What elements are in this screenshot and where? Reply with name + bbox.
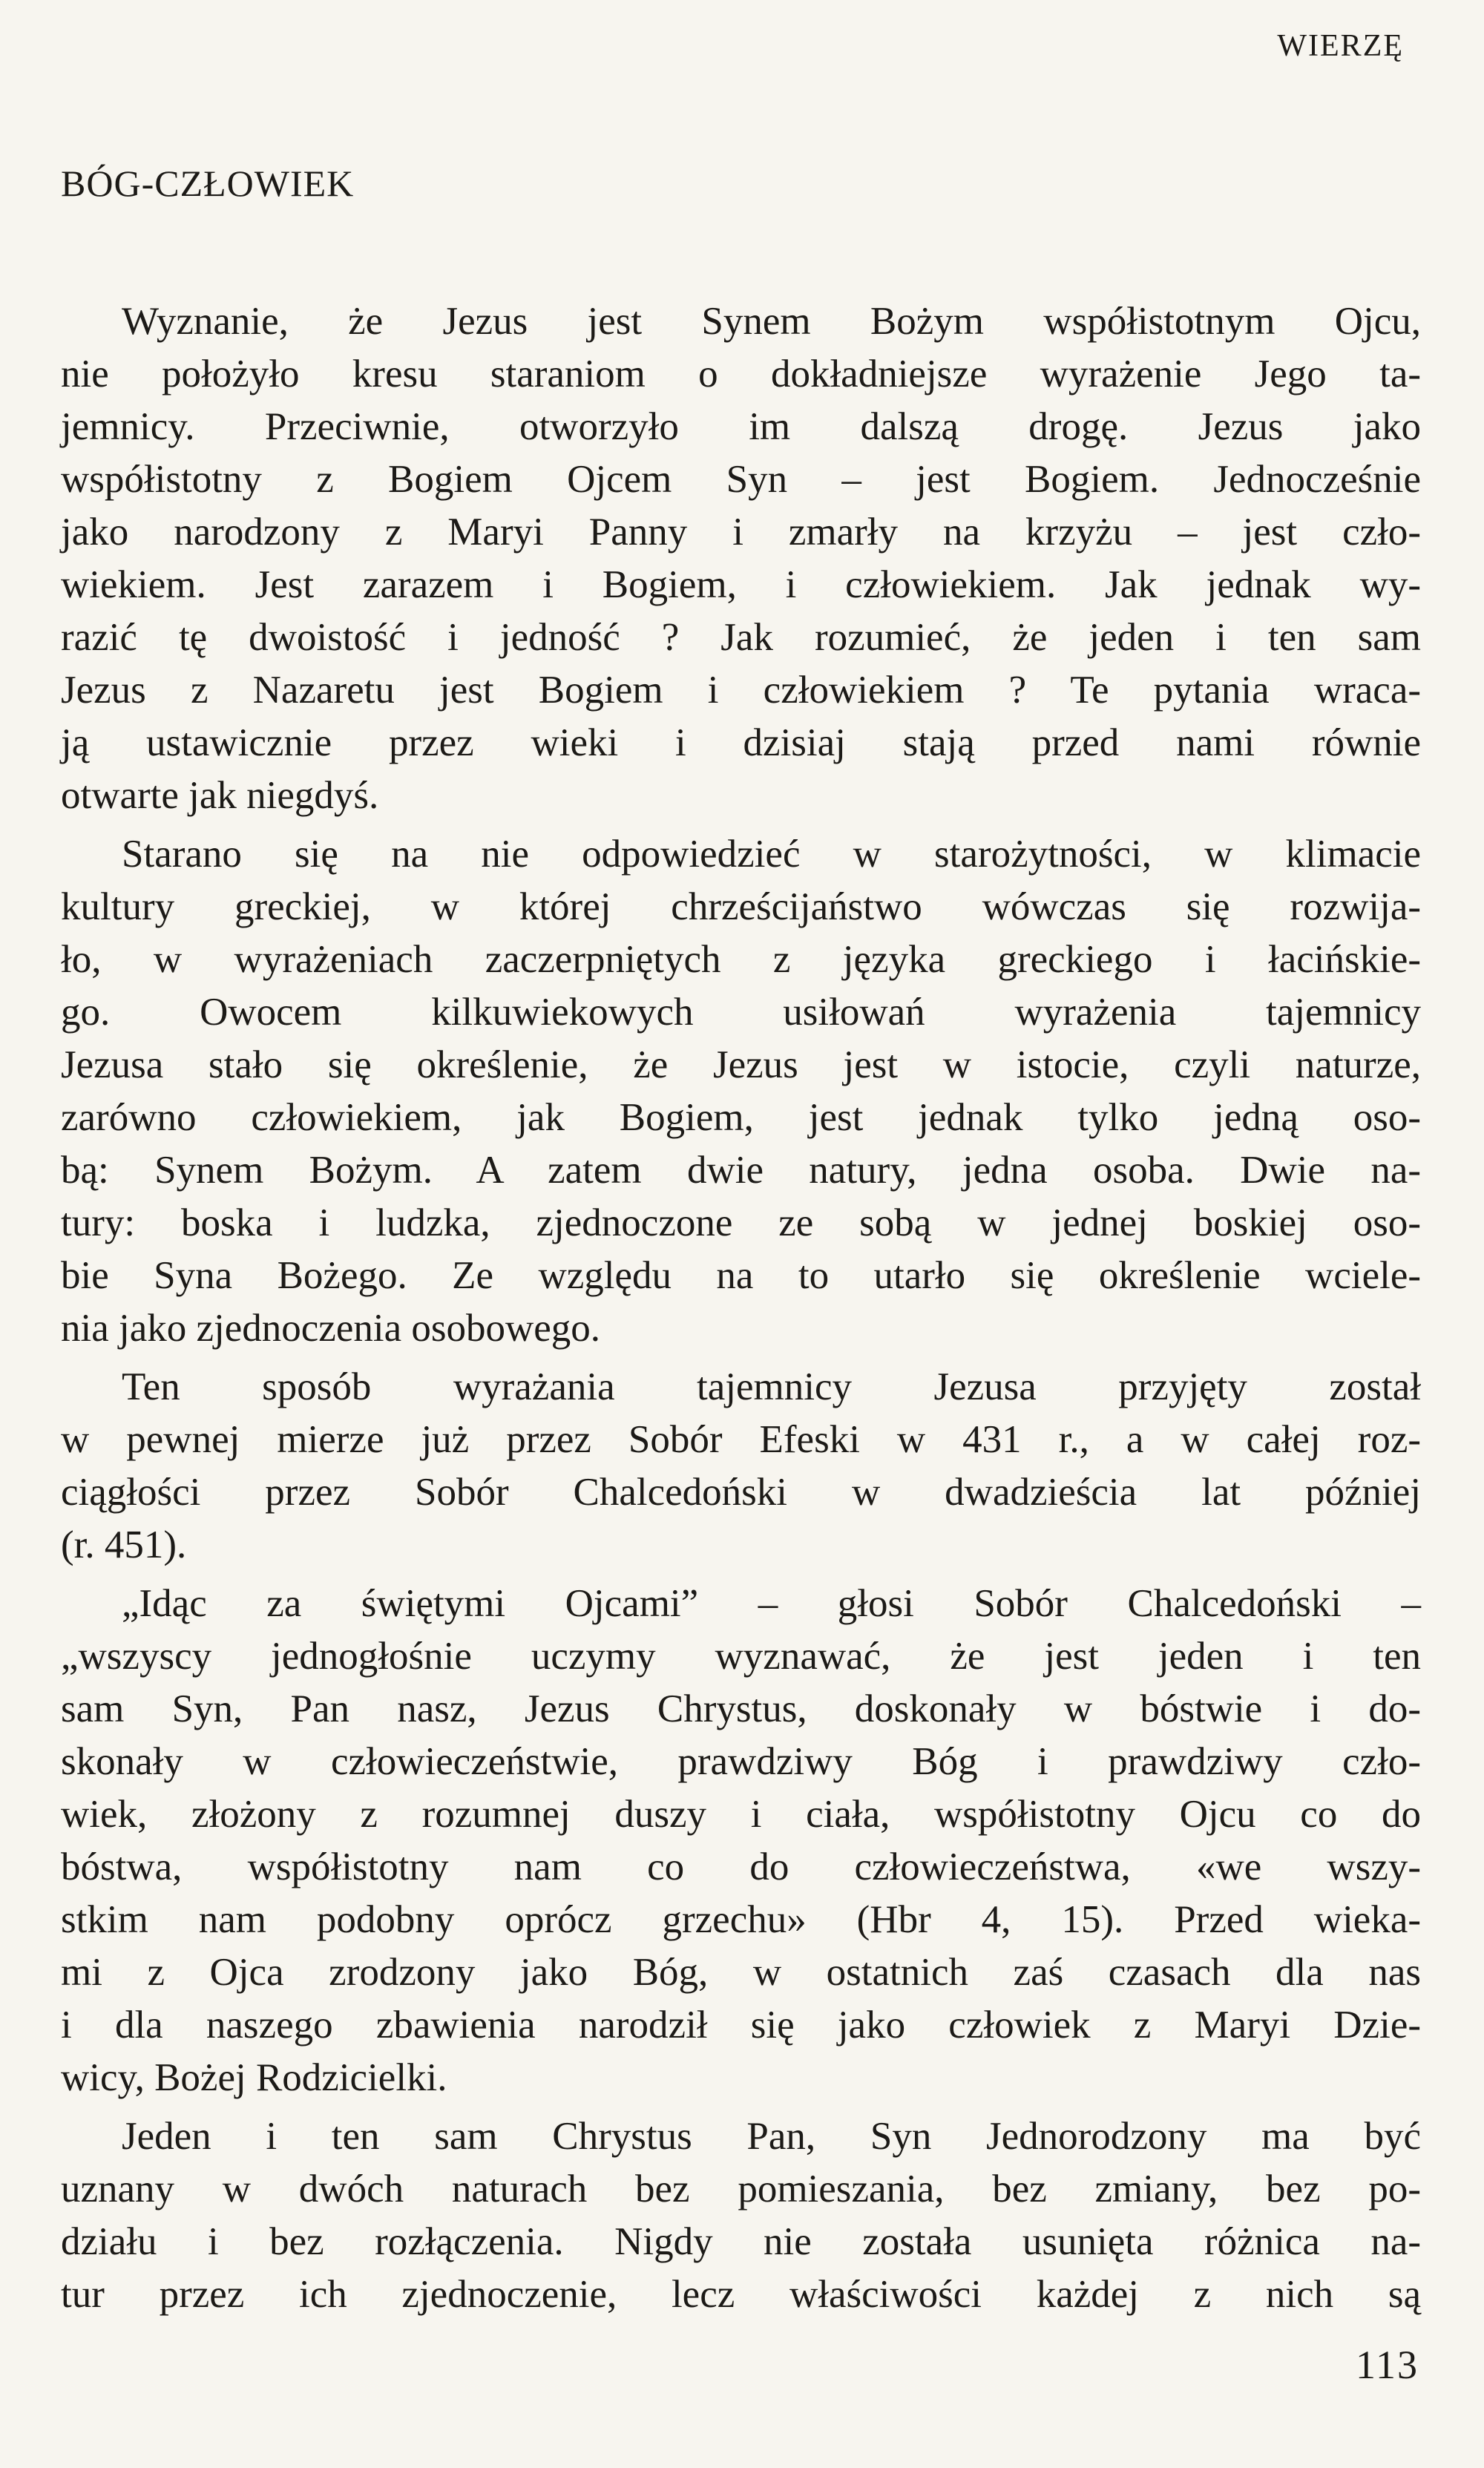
text-line: bą: Synem Bożym. A zatem dwie natury, jedna osoba. Dwie na- bbox=[61, 1149, 1421, 1192]
text-line: w pewnej mierze już przez Sobór Efeski w 431 r., a w całej roz- bbox=[61, 1418, 1421, 1461]
text-line: Wyznanie, że Jezus jest Synem Bożym współistotnym Ojcu, bbox=[122, 300, 1421, 343]
text-line: skonały w człowieczeństwie, prawdziwy Bóg i prawdziwy czło- bbox=[61, 1740, 1421, 1783]
text-line: mi z Ojca zrodzony jako Bóg, w ostatnich zaś czasach dla nas bbox=[61, 1951, 1421, 1994]
text-line: tur przez ich zjednoczenie, lecz właściwości każdej z nich są bbox=[61, 2273, 1421, 2316]
text-line: kultury greckiej, w której chrześcijaństwo wówczas się rozwija- bbox=[61, 885, 1421, 928]
page-number: 113 bbox=[1356, 2343, 1419, 2387]
paragraph bbox=[61, 2110, 1421, 2321]
text-line: Jezusa stało się określenie, że Jezus jest w istocie, czyli naturze, bbox=[61, 1043, 1421, 1086]
text-line: ciągłości przez Sobór Chalcedoński w dwadzieścia lat później bbox=[61, 1471, 1421, 1514]
text-line: „Idąc za świętymi Ojcami” – głosi Sobór Chalcedoński – bbox=[122, 1582, 1421, 1625]
text-line: Jeden i ten sam Chrystus Pan, Syn Jednorodzony ma być bbox=[122, 2115, 1421, 2158]
text-line: wiekiem. Jest zarazem i Bogiem, i człowiekiem. Jak jednak wy- bbox=[61, 563, 1421, 606]
text-line: Starano się na nie odpowiedzieć w starożytności, w klimacie bbox=[122, 833, 1421, 876]
text-line: ją ustawicznie przez wieki i dzisiaj stają przed nami równie bbox=[61, 721, 1421, 764]
text-line: sam Syn, Pan nasz, Jezus Chrystus, doskonały w bóstwie i do- bbox=[61, 1687, 1421, 1730]
text-line: „wszyscy jednogłośnie uczymy wyznawać, że jest jeden i ten bbox=[61, 1635, 1421, 1678]
paragraph bbox=[61, 295, 1421, 822]
text-line: Ten sposób wyrażania tajemnicy Jezusa przyjęty został bbox=[122, 1365, 1421, 1408]
text-line: nie położyło kresu staraniom o dokładniejsze wyrażenie Jego ta- bbox=[61, 352, 1421, 396]
chapter-title: BÓG-CZŁOWIEK bbox=[61, 163, 355, 204]
running-head: WIERZĘ bbox=[1277, 29, 1404, 63]
text-line: Jezus z Nazaretu jest Bogiem i człowiekiem ? Te pytania wraca- bbox=[61, 669, 1421, 712]
text-line: wiek, złożony z rozumnej duszy i ciała, współistotny Ojcu co do bbox=[61, 1793, 1421, 1836]
text-line: bie Syna Bożego. Ze względu na to utarło się określenie wciele- bbox=[61, 1254, 1421, 1297]
text-line: nia jako zjednoczenia osobowego. bbox=[61, 1307, 601, 1350]
text-line: ło, w wyrażeniach zaczerpniętych z języka greckiego i łacińskie- bbox=[61, 938, 1421, 981]
text-line: jako narodzony z Maryi Panny i zmarły na krzyżu – jest czło- bbox=[61, 511, 1421, 554]
body-text bbox=[61, 295, 1421, 2321]
text-line: wicy, Bożej Rodzicielki. bbox=[61, 2056, 447, 2099]
paragraph bbox=[61, 1361, 1421, 1572]
text-line: (r. 451). bbox=[61, 1523, 187, 1566]
text-line: współistotny z Bogiem Ojcem Syn – jest Bogiem. Jednocześnie bbox=[61, 458, 1421, 501]
text-line: go. Owocem kilkuwiekowych usiłowań wyrażenia tajemnicy bbox=[61, 991, 1421, 1034]
text-line: uznany w dwóch naturach bez pomieszania, bez zmiany, bez po- bbox=[61, 2167, 1421, 2211]
text-line: jemnicy. Przeciwnie, otworzyło im dalszą drogę. Jezus jako bbox=[61, 405, 1421, 448]
paragraph bbox=[61, 828, 1421, 1355]
text-line: bóstwa, współistotny nam co do człowieczeństwa, «we wszy- bbox=[61, 1845, 1421, 1888]
text-line: razić tę dwoistość i jedność ? Jak rozumieć, że jeden i ten sam bbox=[61, 616, 1421, 659]
text-line: działu i bez rozłączenia. Nigdy nie została usunięta różnica na- bbox=[61, 2220, 1421, 2263]
paragraph bbox=[61, 1578, 1421, 2104]
text-line: i dla naszego zbawienia narodził się jako człowiek z Maryi Dzie- bbox=[61, 2003, 1421, 2047]
text-line: stkim nam podobny oprócz grzechu» (Hbr 4, 15). Przed wieka- bbox=[61, 1898, 1421, 1941]
text-line: tury: boska i ludzka, zjednoczone ze sobą w jednej boskiej oso- bbox=[61, 1201, 1421, 1244]
text-line: otwarte jak niegdyś. bbox=[61, 774, 379, 817]
text-line: zarówno człowiekiem, jak Bogiem, jest jednak tylko jedną oso- bbox=[61, 1096, 1421, 1139]
